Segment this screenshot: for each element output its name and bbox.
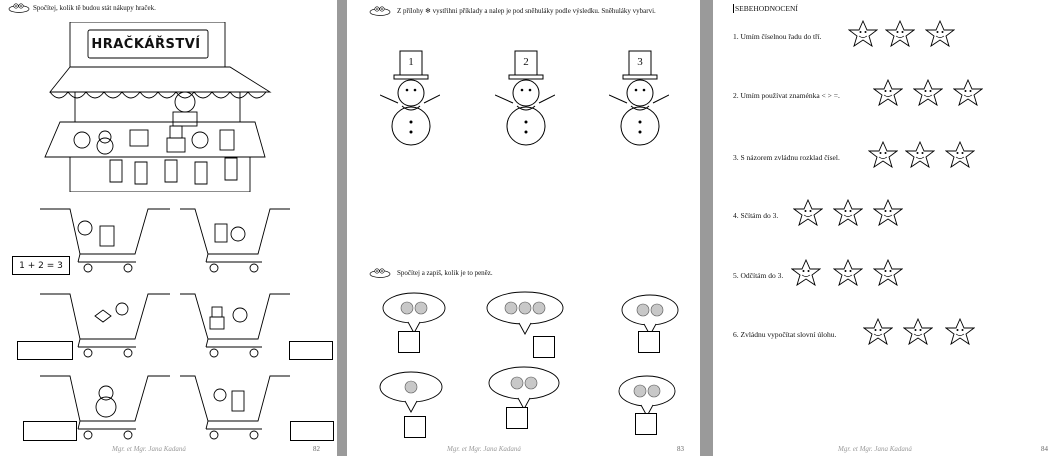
coin-bubble: [620, 294, 680, 336]
cart-icon: [180, 206, 290, 276]
star-face-icon[interactable]: [903, 318, 933, 346]
self-eval-item: 6. Zvládnu vypočítat slovní úlohu.: [733, 330, 837, 339]
star-face-icon[interactable]: [793, 199, 823, 227]
answer-box[interactable]: [290, 421, 334, 441]
star-face-icon[interactable]: [868, 141, 898, 169]
self-eval-item: 2. Umím používat znaménka < > =.: [733, 91, 840, 100]
star-face-icon[interactable]: [945, 141, 975, 169]
ex-cloud-icon: [8, 3, 30, 13]
money-answer-box[interactable]: [635, 413, 657, 435]
money-answer-box[interactable]: [398, 331, 420, 353]
money-answer-box[interactable]: [506, 407, 528, 429]
worksheet-page-84: [713, 0, 1054, 456]
shop-sign: HRAČKÁŘSTVÍ: [91, 36, 201, 52]
answer-box[interactable]: [23, 421, 77, 441]
coin-bubble: [378, 371, 444, 413]
instruction-text: Spočítej, kolik tě budou stát nákupy hraček.: [33, 4, 156, 12]
worksheet-page-83: [347, 0, 700, 456]
page-heading: SEBEHODNOCENÍ: [735, 4, 798, 13]
cart-icon: [180, 291, 290, 361]
star-face-icon[interactable]: [833, 259, 863, 287]
money-answer-box[interactable]: [638, 331, 660, 353]
coin-icon: [651, 304, 663, 316]
coin-icon: [634, 385, 646, 397]
coin-icon: [505, 302, 517, 314]
worksheet-page-82: [0, 0, 337, 456]
snowman-3: [609, 48, 669, 148]
star-face-icon[interactable]: [953, 79, 983, 107]
answer-box[interactable]: [289, 341, 333, 360]
coin-icon: [637, 304, 649, 316]
answer-box-example: 1 + 2 = 3: [12, 256, 70, 275]
coin-icon: [511, 377, 523, 389]
snowman-2: [495, 48, 555, 148]
page-number: 84: [1041, 445, 1048, 453]
coin-icon: [519, 302, 531, 314]
coin-bubble: [381, 292, 447, 334]
star-face-icon[interactable]: [873, 259, 903, 287]
star-face-icon[interactable]: [873, 199, 903, 227]
coin-bubble: [617, 375, 677, 417]
instruction-text-b: Spočítej a zapiš, kolik je to peněz.: [397, 269, 493, 277]
snowman-number: 3: [637, 56, 643, 68]
money-answer-box[interactable]: [533, 336, 555, 358]
coin-icon: [415, 302, 427, 314]
snowman-number: 2: [523, 56, 529, 68]
answer-box[interactable]: [17, 341, 73, 360]
footer-author: Mgr. et Mgr. Jana Kadaná: [447, 445, 521, 453]
snowman-number: 1: [408, 56, 414, 68]
self-eval-item: 3. S názorem zvládnu rozklad čísel.: [733, 153, 840, 162]
ex-cloud-icon: [369, 268, 391, 278]
coin-icon: [533, 302, 545, 314]
star-face-icon[interactable]: [885, 20, 915, 48]
instruction-text-a: Z přílohy ❄ vystřihni příklady a nalep je pod sněhuláky podle výsledku. Sněhuláky vybarvi.: [397, 7, 656, 15]
star-face-icon[interactable]: [873, 79, 903, 107]
money-answer-box[interactable]: [404, 416, 426, 438]
ex-cloud-icon: [369, 6, 391, 16]
coin-icon: [405, 381, 417, 393]
cart-icon: [180, 373, 290, 443]
footer-author: Mgr. et Mgr. Jana Kadaná: [112, 445, 186, 453]
self-eval-item: 5. Odčítám do 3.: [733, 271, 784, 280]
star-face-icon[interactable]: [913, 79, 943, 107]
coin-bubble: [487, 366, 561, 410]
star-face-icon[interactable]: [945, 318, 975, 346]
star-face-icon[interactable]: [833, 199, 863, 227]
snowman-1: [380, 48, 440, 148]
star-face-icon[interactable]: [905, 141, 935, 169]
coin-bubble: [485, 291, 565, 335]
coin-icon: [401, 302, 413, 314]
self-eval-item: 1. Umím číselnou řadu do tří.: [733, 32, 822, 41]
page-number: 83: [677, 445, 684, 453]
star-face-icon[interactable]: [925, 20, 955, 48]
self-eval-item: 4. Sčítám do 3.: [733, 211, 779, 220]
star-face-icon[interactable]: [848, 20, 878, 48]
page-number: 82: [313, 445, 320, 453]
star-face-icon[interactable]: [863, 318, 893, 346]
footer-author: Mgr. et Mgr. Jana Kadaná: [838, 445, 912, 453]
star-face-icon[interactable]: [791, 259, 821, 287]
coin-icon: [525, 377, 537, 389]
coin-icon: [648, 385, 660, 397]
